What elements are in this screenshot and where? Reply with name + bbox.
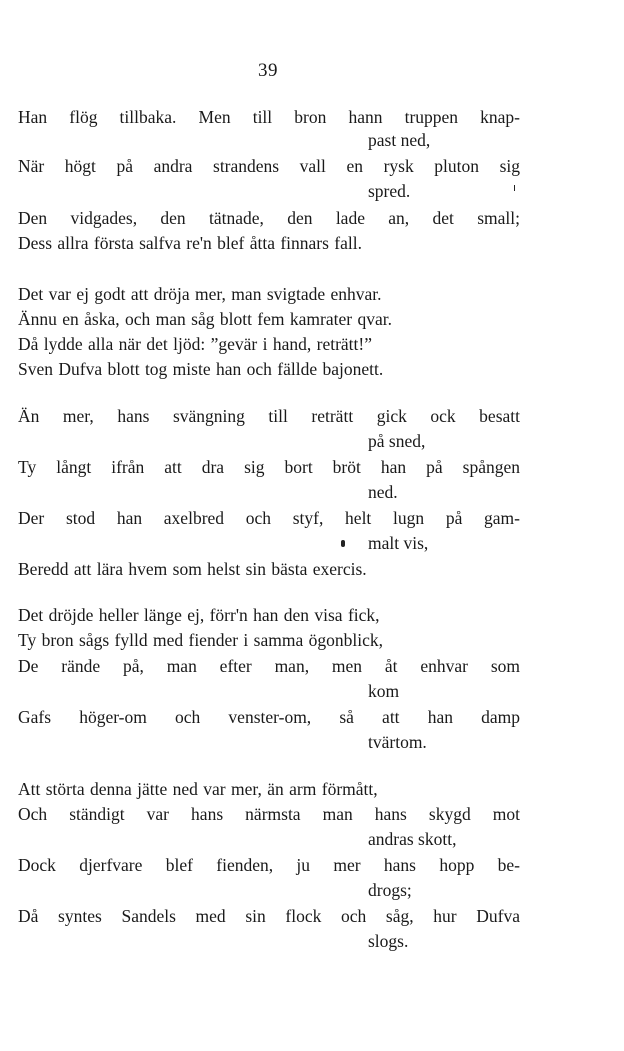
scan-artifact xyxy=(341,540,345,547)
verse-line: De rände på, man efter man, men åt enhvar som xyxy=(18,656,520,676)
verse-continuation: på sned, xyxy=(368,431,426,451)
verse-line: Att störta denna jätte ned var mer, än arm förmått, xyxy=(18,779,378,799)
scan-artifact xyxy=(514,185,515,191)
verse-continuation: slogs. xyxy=(368,931,409,951)
verse-continuation: andras skott, xyxy=(368,829,457,849)
verse-continuation: past ned, xyxy=(368,130,431,150)
verse-line: Det var ej godt att dröja mer, man svigtade enhvar. xyxy=(18,284,382,304)
verse-line: Det dröjde heller länge ej, förr'n han den visa fick, xyxy=(18,605,380,625)
verse-line: Der stod han axelbred och styf, helt lugn på gam- xyxy=(18,508,520,528)
verse-line: Än mer, hans svängning till reträtt gick ock besatt xyxy=(18,406,520,426)
verse-continuation: ned. xyxy=(368,482,398,502)
verse-line: När högt på andra strandens vall en rysk pluton sig xyxy=(18,156,520,176)
verse-line: Dess allra första salfva re'n blef åtta finnars fall. xyxy=(18,233,362,253)
verse-line: Då lydde alla när det ljöd: ”gevär i hand, reträtt!” xyxy=(18,334,372,354)
verse-line: Ännu en åska, och man såg blott fem kamrater qvar. xyxy=(18,309,392,329)
verse-line: Ty bron sågs fylld med fiender i samma ögonblick, xyxy=(18,630,383,650)
page-number: 39 xyxy=(258,60,278,81)
verse-continuation: spred. xyxy=(368,181,411,201)
verse-line: Den vidgades, den tätnade, den lade an, det small; xyxy=(18,208,520,228)
verse-line: Gafs höger-om och venster-om, så att han damp xyxy=(18,707,520,727)
verse-continuation: tvärtom. xyxy=(368,732,427,752)
verse-continuation: drogs; xyxy=(368,880,412,900)
verse-line: Dock djerfvare blef fienden, ju mer hans hopp be- xyxy=(18,855,520,875)
verse-line: Sven Dufva blott tog miste han och fällde bajonett. xyxy=(18,359,384,379)
verse-line: Ty långt ifrån att dra sig bort bröt han på spången xyxy=(18,457,520,477)
verse-continuation: malt vis, xyxy=(368,533,429,553)
verse-continuation: kom xyxy=(368,681,400,701)
verse-line: Han flög tillbaka. Men till bron hann truppen knap- xyxy=(18,107,520,127)
verse-line: Då syntes Sandels med sin flock och såg, hur Dufva xyxy=(18,906,520,926)
verse-line: Och ständigt var hans närmsta man hans skygd mot xyxy=(18,804,520,824)
verse-line: Beredd att lära hvem som helst sin bästa exercis. xyxy=(18,559,367,579)
